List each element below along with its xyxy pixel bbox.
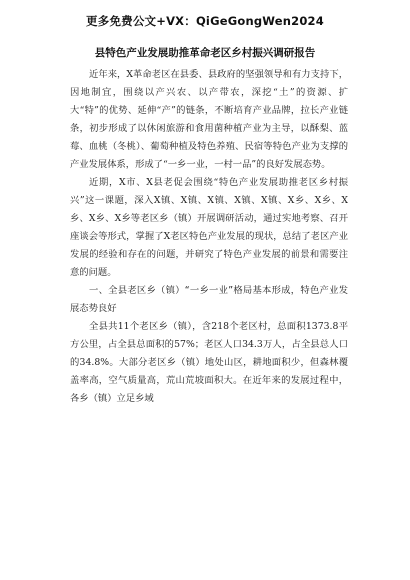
intro-paragraph: 近年来，X革命老区在县委、县政府的坚强领导和有力支持下，因地制宜，围绕以产兴农、以产带农，深挖“土”的资源、扩大“特”的优势、延伸“产”的链条，不断培育产业品牌，拉长产业链条，初步形成了以休闲旅游和食用菌种植产业为主导，以酥梨、蓝莓、血桃（冬桃）、葡萄种植及特色养殖、民宿等特色产业为支撑的产业发展体系，形成了“一乡一业，一村一品”的良好发展态势。 [70,69,348,170]
overview-paragraph: 全县共11个老区乡（镇），含218个老区村，总面积1373.8平方公里，占全县总面积的57%；老区人口34.3万人，占全县总人口的34.8%。大部分老区乡（镇）地处山区，耕地面积少，但森林覆盖率高，空气质量高，荒山荒坡面积大。在近年来的发展过程中，各乡（镇）立足乡域 [70,321,348,404]
document-title: 县特色产业发展助推革命老区乡村振兴调研报告 [94,47,316,59]
section-heading: 一、全县老区乡（镇）“一乡一业”格局基本形成，特色产业发展态势良好 [70,285,348,314]
watermark-text: 更多免费公文+VX：QiGeGongWen2024 [86,14,324,28]
research-paragraph: 近期，X市、X县老促会围绕“特色产业发展助推老区乡村振兴”这一课题，深入X镇、X镇、X镇、X镇、X镇、X乡、X乡、X乡、X乡、X乡等老区乡（镇）开展调研活动，通过实地考察、召开座谈会等形式，掌握了X老区特色产业发展的现状，总结了老区产业发展的经验和存在的问题，并研究了特色产业发展的前景和需要注意的问题。 [70,177,348,278]
document-body [70,66,348,408]
